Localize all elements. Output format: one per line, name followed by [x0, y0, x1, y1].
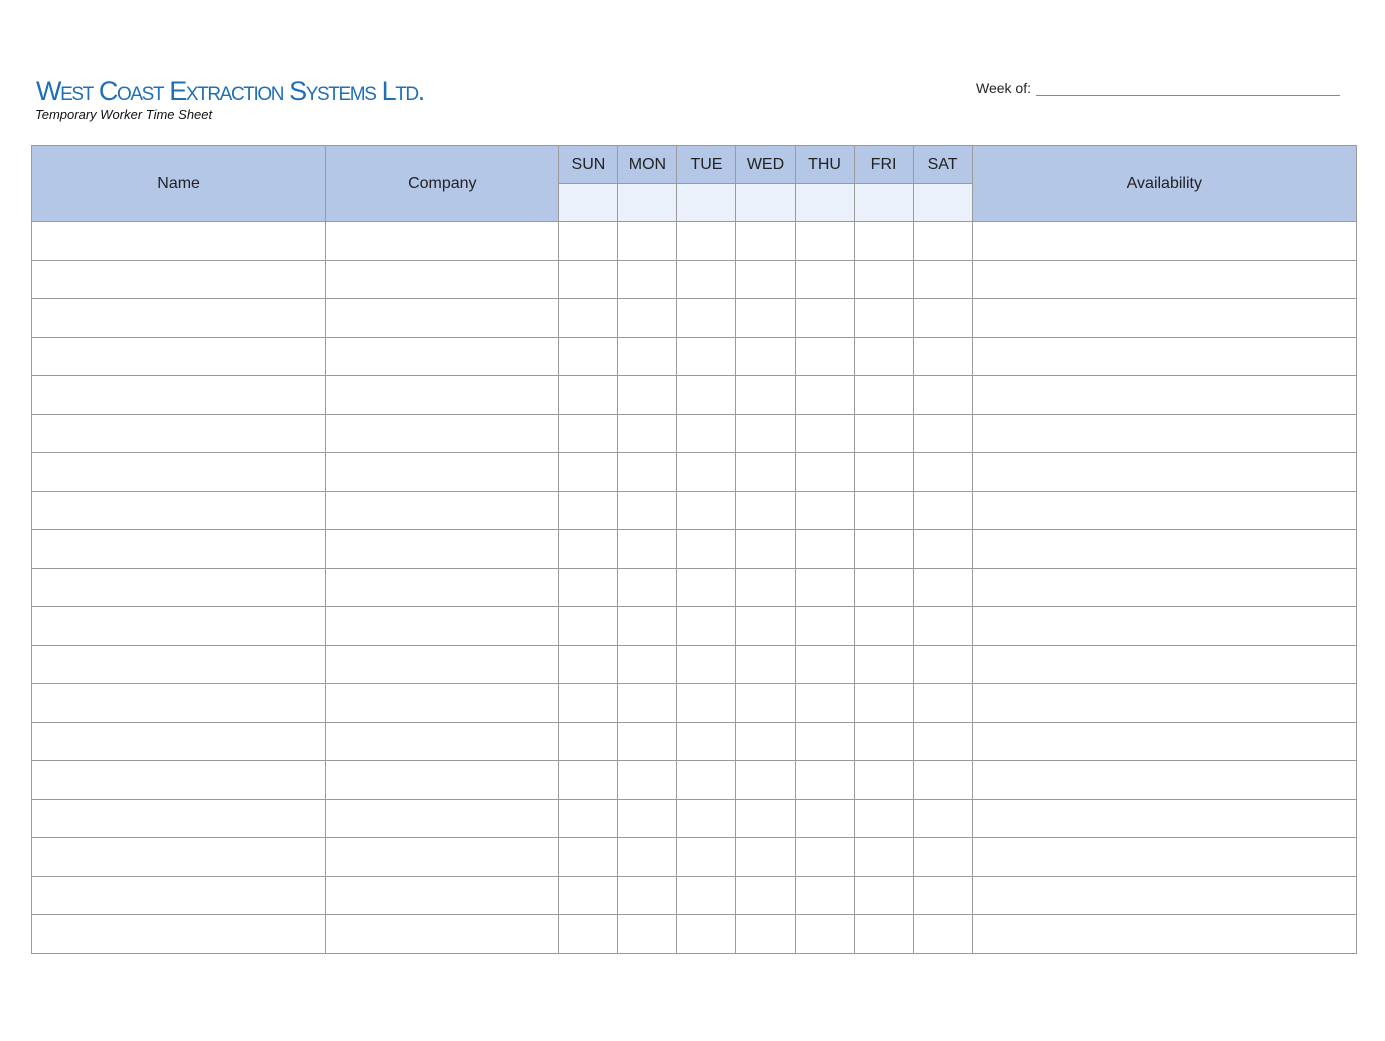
hours-cell-fri[interactable]: [854, 761, 913, 800]
hours-cell-tue[interactable]: [677, 222, 736, 261]
hours-cell-thu[interactable]: [795, 799, 854, 838]
table-row: [32, 414, 1357, 453]
name-cell[interactable]: [32, 299, 326, 338]
week-of-field[interactable]: [976, 76, 1340, 96]
availability-cell[interactable]: [972, 530, 1356, 569]
hours-cell-fri[interactable]: [854, 568, 913, 607]
hours-cell-mon[interactable]: [618, 337, 677, 376]
company-cell[interactable]: [326, 915, 559, 954]
hours-cell-sun[interactable]: [559, 722, 618, 761]
hours-cell-mon[interactable]: [618, 568, 677, 607]
hours-cell-mon[interactable]: [618, 684, 677, 723]
hours-cell-thu[interactable]: [795, 876, 854, 915]
hours-cell-fri[interactable]: [854, 376, 913, 415]
hours-cell-fri[interactable]: [854, 491, 913, 530]
hours-cell-sat[interactable]: [913, 453, 972, 492]
hours-cell-mon[interactable]: [618, 222, 677, 261]
availability-cell[interactable]: [972, 222, 1356, 261]
hours-cell-sun[interactable]: [559, 607, 618, 646]
company-cell[interactable]: [326, 491, 559, 530]
hours-cell-thu[interactable]: [795, 453, 854, 492]
hours-cell-wed[interactable]: [736, 607, 795, 646]
hours-cell-thu[interactable]: [795, 684, 854, 723]
availability-cell[interactable]: [972, 915, 1356, 954]
day-subheader-cell[interactable]: [559, 184, 618, 222]
hours-cell-sun[interactable]: [559, 915, 618, 954]
availability-cell[interactable]: [972, 376, 1356, 415]
hours-cell-tue[interactable]: [677, 876, 736, 915]
company-cell[interactable]: [326, 607, 559, 646]
table-row: [32, 645, 1357, 684]
hours-cell-wed[interactable]: [736, 568, 795, 607]
day-header-tue: TUE: [677, 146, 736, 184]
name-cell[interactable]: [32, 838, 326, 877]
day-subheader-cell[interactable]: [913, 184, 972, 222]
hours-cell-thu[interactable]: [795, 491, 854, 530]
day-header-thu: THU: [795, 146, 854, 184]
table-row: [32, 838, 1357, 877]
availability-cell[interactable]: [972, 414, 1356, 453]
name-cell[interactable]: [32, 530, 326, 569]
table-row: [32, 222, 1357, 261]
company-cell[interactable]: [326, 299, 559, 338]
hours-cell-fri[interactable]: [854, 414, 913, 453]
table-row: [32, 376, 1357, 415]
hours-cell-sun[interactable]: [559, 876, 618, 915]
hours-cell-sun[interactable]: [559, 453, 618, 492]
hours-cell-sun[interactable]: [559, 337, 618, 376]
availability-cell[interactable]: [972, 876, 1356, 915]
hours-cell-sat[interactable]: [913, 568, 972, 607]
availability-cell[interactable]: [972, 645, 1356, 684]
hours-cell-tue[interactable]: [677, 722, 736, 761]
hours-cell-wed[interactable]: [736, 684, 795, 723]
hours-cell-fri[interactable]: [854, 722, 913, 761]
company-title: West Coast Extraction Systems Ltd.: [36, 76, 424, 106]
hours-cell-sat[interactable]: [913, 761, 972, 800]
table-row: [32, 299, 1357, 338]
name-cell[interactable]: [32, 337, 326, 376]
table-row: [32, 722, 1357, 761]
hours-cell-fri[interactable]: [854, 799, 913, 838]
name-cell[interactable]: [32, 607, 326, 646]
availability-cell[interactable]: [972, 299, 1356, 338]
hours-cell-mon[interactable]: [618, 838, 677, 877]
availability-cell[interactable]: [972, 568, 1356, 607]
hours-cell-tue[interactable]: [677, 260, 736, 299]
availability-cell[interactable]: [972, 761, 1356, 800]
name-column-header: Name: [32, 146, 326, 222]
availability-cell[interactable]: [972, 607, 1356, 646]
hours-cell-mon[interactable]: [618, 761, 677, 800]
hours-cell-wed[interactable]: [736, 722, 795, 761]
hours-cell-mon[interactable]: [618, 722, 677, 761]
day-header-sat: SAT: [913, 146, 972, 184]
availability-cell[interactable]: [972, 684, 1356, 723]
company-cell[interactable]: [326, 799, 559, 838]
hours-cell-thu[interactable]: [795, 260, 854, 299]
sheet-subtitle: Temporary Worker Time Sheet: [35, 107, 213, 122]
name-cell[interactable]: [32, 645, 326, 684]
name-cell[interactable]: [32, 876, 326, 915]
availability-cell[interactable]: [972, 453, 1356, 492]
hours-cell-thu[interactable]: [795, 761, 854, 800]
hours-cell-mon[interactable]: [618, 607, 677, 646]
hours-cell-fri[interactable]: [854, 684, 913, 723]
table-row: [32, 761, 1357, 800]
hours-cell-tue[interactable]: [677, 337, 736, 376]
hours-cell-sun[interactable]: [559, 530, 618, 569]
hours-cell-thu[interactable]: [795, 299, 854, 338]
day-subheader-cell[interactable]: [795, 184, 854, 222]
hours-cell-wed[interactable]: [736, 645, 795, 684]
company-cell[interactable]: [326, 260, 559, 299]
company-cell[interactable]: [326, 337, 559, 376]
hours-cell-tue[interactable]: [677, 414, 736, 453]
time-sheet-body: [32, 222, 1357, 954]
name-cell[interactable]: [32, 722, 326, 761]
hours-cell-tue[interactable]: [677, 568, 736, 607]
table-row: [32, 530, 1357, 569]
hours-cell-sat[interactable]: [913, 876, 972, 915]
hours-cell-tue[interactable]: [677, 491, 736, 530]
hours-cell-sat[interactable]: [913, 260, 972, 299]
hours-cell-wed[interactable]: [736, 491, 795, 530]
availability-column-header: Availability: [972, 146, 1356, 222]
company-cell[interactable]: [326, 568, 559, 607]
hours-cell-wed[interactable]: [736, 222, 795, 261]
hours-cell-thu[interactable]: [795, 376, 854, 415]
hours-cell-fri[interactable]: [854, 607, 913, 646]
hours-cell-tue[interactable]: [677, 799, 736, 838]
hours-cell-sun[interactable]: [559, 414, 618, 453]
hours-cell-mon[interactable]: [618, 491, 677, 530]
hours-cell-sun[interactable]: [559, 645, 618, 684]
table-row: [32, 915, 1357, 954]
hours-cell-tue[interactable]: [677, 299, 736, 338]
hours-cell-mon[interactable]: [618, 376, 677, 415]
hours-cell-fri[interactable]: [854, 337, 913, 376]
hours-cell-wed[interactable]: [736, 876, 795, 915]
hours-cell-sun[interactable]: [559, 838, 618, 877]
hours-cell-mon[interactable]: [618, 915, 677, 954]
company-cell[interactable]: [326, 222, 559, 261]
week-of-label: Week of:: [976, 80, 1031, 96]
table-row: [32, 684, 1357, 723]
table-row: [32, 876, 1357, 915]
hours-cell-wed[interactable]: [736, 761, 795, 800]
hours-cell-fri[interactable]: [854, 222, 913, 261]
hours-cell-wed[interactable]: [736, 530, 795, 569]
table-row: [32, 260, 1357, 299]
hours-cell-sun[interactable]: [559, 260, 618, 299]
name-cell[interactable]: [32, 453, 326, 492]
hours-cell-sun[interactable]: [559, 799, 618, 838]
company-cell[interactable]: [326, 530, 559, 569]
hours-cell-sat[interactable]: [913, 530, 972, 569]
hours-cell-tue[interactable]: [677, 453, 736, 492]
hours-cell-mon[interactable]: [618, 414, 677, 453]
hours-cell-mon[interactable]: [618, 453, 677, 492]
hours-cell-sun[interactable]: [559, 222, 618, 261]
availability-cell[interactable]: [972, 337, 1356, 376]
hours-cell-thu[interactable]: [795, 722, 854, 761]
table-row: [32, 607, 1357, 646]
hours-cell-tue[interactable]: [677, 645, 736, 684]
hours-cell-fri[interactable]: [854, 299, 913, 338]
hours-cell-fri[interactable]: [854, 838, 913, 877]
day-subheader-cell[interactable]: [677, 184, 736, 222]
hours-cell-sat[interactable]: [913, 799, 972, 838]
hours-cell-fri[interactable]: [854, 530, 913, 569]
availability-cell[interactable]: [972, 799, 1356, 838]
hours-cell-sat[interactable]: [913, 299, 972, 338]
day-subheader-cell[interactable]: [736, 184, 795, 222]
day-subheader-cell[interactable]: [854, 184, 913, 222]
hours-cell-wed[interactable]: [736, 838, 795, 877]
hours-cell-mon[interactable]: [618, 260, 677, 299]
company-cell[interactable]: [326, 761, 559, 800]
day-header-fri: FRI: [854, 146, 913, 184]
name-cell[interactable]: [32, 491, 326, 530]
hours-cell-tue[interactable]: [677, 684, 736, 723]
hours-cell-thu[interactable]: [795, 414, 854, 453]
hours-cell-wed[interactable]: [736, 299, 795, 338]
hours-cell-fri[interactable]: [854, 876, 913, 915]
table-row: [32, 491, 1357, 530]
hours-cell-mon[interactable]: [618, 645, 677, 684]
name-cell[interactable]: [32, 568, 326, 607]
hours-cell-sat[interactable]: [913, 838, 972, 877]
week-of-input-line[interactable]: [1036, 81, 1340, 96]
hours-cell-wed[interactable]: [736, 414, 795, 453]
hours-cell-fri[interactable]: [854, 453, 913, 492]
hours-cell-sat[interactable]: [913, 414, 972, 453]
name-cell[interactable]: [32, 799, 326, 838]
hours-cell-tue[interactable]: [677, 761, 736, 800]
hours-cell-mon[interactable]: [618, 799, 677, 838]
hours-cell-thu[interactable]: [795, 222, 854, 261]
hours-cell-wed[interactable]: [736, 260, 795, 299]
company-column-header: Company: [326, 146, 559, 222]
company-cell[interactable]: [326, 453, 559, 492]
availability-cell[interactable]: [972, 491, 1356, 530]
hours-cell-tue[interactable]: [677, 530, 736, 569]
company-cell[interactable]: [326, 414, 559, 453]
hours-cell-tue[interactable]: [677, 376, 736, 415]
hours-cell-fri[interactable]: [854, 260, 913, 299]
hours-cell-thu[interactable]: [795, 607, 854, 646]
hours-cell-fri[interactable]: [854, 645, 913, 684]
hours-cell-tue[interactable]: [677, 607, 736, 646]
hours-cell-thu[interactable]: [795, 838, 854, 877]
company-cell[interactable]: [326, 838, 559, 877]
hours-cell-wed[interactable]: [736, 915, 795, 954]
hours-cell-wed[interactable]: [736, 337, 795, 376]
table-row: [32, 568, 1357, 607]
table-row: [32, 799, 1357, 838]
name-cell[interactable]: [32, 260, 326, 299]
company-cell[interactable]: [326, 376, 559, 415]
availability-cell[interactable]: [972, 722, 1356, 761]
name-cell[interactable]: [32, 684, 326, 723]
company-cell[interactable]: [326, 645, 559, 684]
hours-cell-thu[interactable]: [795, 337, 854, 376]
hours-cell-sat[interactable]: [913, 376, 972, 415]
hours-cell-sun[interactable]: [559, 761, 618, 800]
hours-cell-wed[interactable]: [736, 453, 795, 492]
day-header-mon: MON: [618, 146, 677, 184]
hours-cell-thu[interactable]: [795, 915, 854, 954]
day-header-wed: WED: [736, 146, 795, 184]
hours-cell-wed[interactable]: [736, 376, 795, 415]
hours-cell-thu[interactable]: [795, 530, 854, 569]
hours-cell-fri[interactable]: [854, 915, 913, 954]
hours-cell-mon[interactable]: [618, 530, 677, 569]
name-cell[interactable]: [32, 376, 326, 415]
hours-cell-sat[interactable]: [913, 607, 972, 646]
hours-cell-tue[interactable]: [677, 915, 736, 954]
hours-cell-sat[interactable]: [913, 722, 972, 761]
hours-cell-sun[interactable]: [559, 568, 618, 607]
hours-cell-mon[interactable]: [618, 876, 677, 915]
time-sheet-table: [31, 145, 1357, 954]
hours-cell-wed[interactable]: [736, 799, 795, 838]
hours-cell-sun[interactable]: [559, 491, 618, 530]
availability-cell[interactable]: [972, 260, 1356, 299]
name-cell[interactable]: [32, 222, 326, 261]
company-cell[interactable]: [326, 722, 559, 761]
hours-cell-sat[interactable]: [913, 491, 972, 530]
hours-cell-tue[interactable]: [677, 838, 736, 877]
name-cell[interactable]: [32, 915, 326, 954]
hours-cell-mon[interactable]: [618, 299, 677, 338]
hours-cell-thu[interactable]: [795, 645, 854, 684]
hours-cell-sat[interactable]: [913, 222, 972, 261]
availability-cell[interactable]: [972, 838, 1356, 877]
hours-cell-thu[interactable]: [795, 568, 854, 607]
hours-cell-sat[interactable]: [913, 684, 972, 723]
hours-cell-sat[interactable]: [913, 915, 972, 954]
day-header-sun: SUN: [559, 146, 618, 184]
name-cell[interactable]: [32, 414, 326, 453]
hours-cell-sun[interactable]: [559, 684, 618, 723]
name-cell[interactable]: [32, 761, 326, 800]
company-cell[interactable]: [326, 876, 559, 915]
company-cell[interactable]: [326, 684, 559, 723]
hours-cell-sat[interactable]: [913, 645, 972, 684]
table-row: [32, 337, 1357, 376]
hours-cell-sun[interactable]: [559, 376, 618, 415]
table-row: [32, 453, 1357, 492]
hours-cell-sat[interactable]: [913, 337, 972, 376]
hours-cell-sun[interactable]: [559, 299, 618, 338]
day-subheader-cell[interactable]: [618, 184, 677, 222]
